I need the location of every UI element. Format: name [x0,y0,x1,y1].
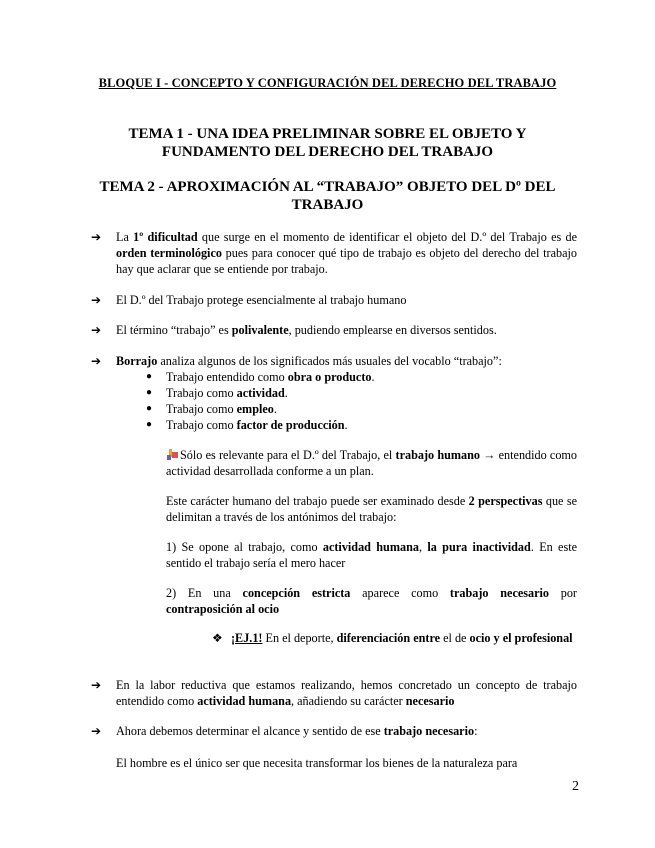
page-number: 2 [572,779,579,794]
tema2-heading [60,178,595,214]
block-title: BLOQUE I - CONCEPTO Y CONFIGURACIÓN DEL DERECHO DEL TRABAJO [98,76,557,90]
text: aparece como [350,586,450,600]
text: . En este sentido el trabajo sería el mero hacer [166,540,578,570]
list-item [166,385,288,401]
paragraph-borrajo [116,353,577,369]
bold-text: la pura inactividad [427,540,531,554]
arrow-icon: ➔ [91,293,102,307]
bold-text: factor de producción [236,418,345,432]
paragraph-reductive-labor [116,677,577,709]
bold-text: obra o producto [287,370,372,384]
bold-text: actividad [236,386,285,400]
arrow-icon: ➔ [91,230,102,244]
text: . [273,402,277,416]
text: , pudiendo emplearse en diversos sentidos. [288,323,497,337]
bold-text: Borrajo [116,354,158,368]
text: La [116,230,134,244]
bullet-icon: ● [146,371,153,382]
text: En el deporte, [262,631,337,645]
text: que se delimitan a través de los antónimos del trabajo: [166,494,577,524]
list-item [166,369,375,385]
text: 1) Se opone al trabajo, como [166,540,323,554]
list-item [166,417,348,433]
hand-pointer-icon [166,448,179,461]
text: analiza algunos de los significados más usuales del vocablo “trabajo”: [157,354,502,368]
tema1-line2: FUNDAMENTO DEL DERECHO DEL TRABAJO [161,144,494,160]
tema1-heading [60,125,595,161]
text: . [284,386,288,400]
text: Este carácter humano del trabajo puede ser examinado desde [166,494,469,508]
text: el de [440,631,470,645]
paragraph-necessary-work [116,723,577,739]
bold-text: trabajo humano [395,448,481,462]
paragraph-polivalente [116,322,577,338]
text: Trabajo entendido como [166,370,288,384]
text: Trabajo como [166,418,237,432]
bold-text: ¡EJ.1! [231,631,263,645]
bold-text: contraposición al ocio [166,602,280,616]
text: Sólo es relevante para el D.º del Trabajo, el [180,448,396,462]
bold-text: orden terminológico [116,246,222,260]
bold-text: trabajo necesario [383,724,475,738]
text: El término “trabajo” es [116,323,232,337]
tema1-line1: TEMA 1 - UNA IDEA PRELIMINAR SOBRE EL OBJETO Y [128,126,527,142]
paragraph-example [231,630,577,646]
paragraph-perspective-one [166,539,577,571]
bold-text: trabajo necesario [449,586,549,600]
arrow-icon: ➔ [91,354,102,368]
bold-text: actividad humana [197,694,292,708]
bold-text: ocio y el profesional [469,631,573,645]
text: Ahora debemos determinar el alcance y sentido de ese [116,724,384,738]
paragraph-relevant-human-work [166,447,577,479]
bullet-icon: ● [146,419,153,430]
text: , añadiendo su carácter [291,694,406,708]
bullet-icon: ● [146,387,153,398]
text: → entendido como actividad desarrollada conforme a un plan. [166,448,578,478]
diamond-bullet-icon: ❖ [212,631,223,645]
bold-text: 1º dificultad [133,230,198,244]
paragraph-protection: El D.º del Trabajo protege esencialmente al trabajo humano [116,293,407,307]
text: . [344,418,348,432]
tema2-line2: TRABAJO [291,197,364,213]
paragraph-perspective-two [166,585,577,617]
arrow-icon: ➔ [91,323,102,337]
arrow-icon: ➔ [91,724,102,738]
text: , [418,540,428,554]
paragraph-first-difficulty [116,229,577,277]
bold-text: concepción estricta [242,586,351,600]
bold-text: polivalente [231,323,289,337]
text: Trabajo como [166,386,237,400]
text: que surge en el momento de identificar el objeto del D.º del Trabajo es de [197,230,578,244]
bullet-icon: ● [146,403,153,414]
bold-text: actividad humana [322,540,419,554]
text: : [474,724,478,738]
bold-text: necesario [405,694,455,708]
bold-text: empleo [236,402,274,416]
text: pues para conocer qué tipo de trabajo es objeto del derecho del trabajo hay que aclarar que se entiende por trabajo. [116,246,577,276]
text: . [371,370,375,384]
paragraph-man-transforms: El hombre es el único ser que necesita transformar los bienes de la naturaleza para [116,756,518,770]
list-item [166,401,277,417]
text: En la labor reductiva que estamos realizando, hemos concretado un concepto de trabajo entendido como [116,678,577,708]
paragraph-two-perspectives [166,493,577,525]
text: 2) En una [166,586,243,600]
arrow-icon: ➔ [91,678,102,692]
tema2-line1: TEMA 2 - APROXIMACIÓN AL “TRABAJO” OBJETO DEL Dº DEL [99,179,556,195]
bold-text: 2 perspectivas [468,494,543,508]
bold-text: diferenciación entre [336,631,441,645]
text: por [549,586,577,600]
text: Trabajo como [166,402,237,416]
